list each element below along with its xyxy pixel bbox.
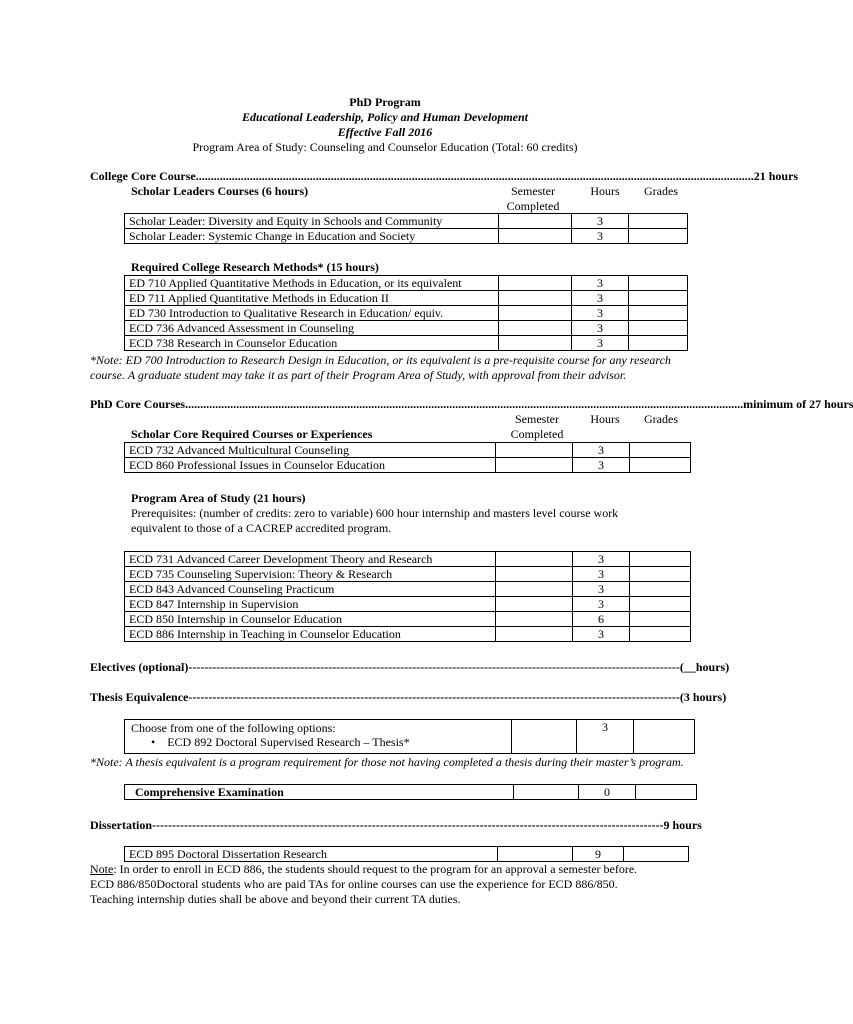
prereq-line1: Prerequisites: (number of credits: zero to variable) 600 hour internship and masters level course work <box>131 506 619 520</box>
bullet-icon: • <box>151 735 156 749</box>
grades-cell <box>629 276 688 291</box>
list-item <box>131 735 505 749</box>
hours-cell: 3 <box>572 321 629 336</box>
hours-cell: 3 <box>572 306 629 321</box>
doc-subtitle: Educational Leadership, Policy and Human Development <box>242 110 528 124</box>
hours-cell: 3 <box>573 582 630 597</box>
dissertation-note-line1 <box>90 862 637 877</box>
table-row <box>125 291 688 306</box>
col-hours: Hours <box>590 184 620 198</box>
thesis-option-intro: Choose from one of the following options: <box>131 721 336 735</box>
dissertation-line <box>90 818 702 833</box>
course-cell: Scholar Leader: Diversity and Equity in Schools and Community <box>125 214 499 229</box>
grades-cell <box>630 582 691 597</box>
course-cell: ECD 850 Internship in Counselor Education <box>125 612 496 627</box>
semester-cell <box>499 306 572 321</box>
hours-cell: 3 <box>573 552 630 567</box>
semester-cell <box>499 214 572 229</box>
comprehensive-table <box>124 784 697 800</box>
col-grades: Grades <box>644 412 678 426</box>
course-cell: ECD 886 Internship in Teaching in Counselor Education <box>125 627 496 642</box>
course-cell: ECD 738 Research in Counselor Education <box>125 336 499 351</box>
phd-core-label: PhD Core Courses <box>90 397 186 411</box>
course-cell: ECD 735 Counseling Supervision: Theory & Research <box>125 567 496 582</box>
doc-area: Program Area of Study: Counseling and Counselor Education (Total: 60 credits) <box>192 140 578 154</box>
hours-cell: 3 <box>572 229 629 244</box>
note-text: : In order to enroll in ECD 886, the students should request to the program for an approval a semester before. <box>113 862 638 876</box>
dissertation-label: Dissertation <box>90 818 152 832</box>
hours-cell: 3 <box>572 276 629 291</box>
table-row <box>125 627 691 642</box>
table-row <box>125 847 689 862</box>
grades-cell <box>630 458 691 473</box>
hours-cell: 3 <box>572 291 629 306</box>
table-row <box>125 582 691 597</box>
table-row <box>125 321 688 336</box>
course-cell: ECD 732 Advanced Multicultural Counseling <box>125 443 496 458</box>
semester-cell <box>499 229 572 244</box>
research-note-line2: course. A graduate student may take it as part of their Program Area of Study, with approval from their advisor. <box>90 368 627 382</box>
research-methods-heading: Required College Research Methods* (15 hours) <box>131 260 379 274</box>
grades-cell <box>630 612 691 627</box>
semester-cell <box>499 321 572 336</box>
table-row <box>125 276 688 291</box>
thesis-options-cell <box>125 720 512 754</box>
table-row <box>125 458 691 473</box>
grades-cell <box>624 847 689 862</box>
hours-cell: 3 <box>572 214 629 229</box>
phd-core-hours: minimum of 27 hours <box>743 397 853 411</box>
semester-cell <box>498 847 573 862</box>
college-core-hours: 21 hours <box>753 169 799 183</box>
hours-cell: 3 <box>572 336 629 351</box>
program-area-table <box>124 551 691 642</box>
course-cell: ED 730 Introduction to Qualitative Research in Education/ equiv. <box>125 306 499 321</box>
electives-label: Electives (optional) <box>90 660 189 674</box>
note-label: Note <box>90 862 114 876</box>
table-row <box>125 552 691 567</box>
table-row <box>125 597 691 612</box>
semester-cell <box>499 336 572 351</box>
grades-cell <box>630 567 691 582</box>
dash-leader: --------------------------------------------------------------------------------------------------------------------------- <box>188 690 680 704</box>
course-cell: ED 710 Applied Quantitative Methods in Education, or its equivalent <box>125 276 499 291</box>
table-row <box>125 443 691 458</box>
grades-cell <box>634 720 695 754</box>
dot-leader: .......................................................................................................................................................................................... <box>195 169 754 183</box>
electives-line <box>90 660 730 675</box>
grades-cell <box>629 321 688 336</box>
table-row <box>125 612 691 627</box>
semester-cell <box>496 627 573 642</box>
col-grades: Grades <box>644 184 678 198</box>
dissertation-note-line3: Teaching internship duties shall be above and beyond their current TA duties. <box>90 892 461 906</box>
dissertation-hours: 9 hours <box>663 818 702 832</box>
hours-cell: 9 <box>573 847 624 862</box>
hours-cell: 0 <box>579 785 636 800</box>
semester-cell <box>496 552 573 567</box>
phd-core-table <box>124 442 691 473</box>
col-completed: Completed <box>506 199 560 213</box>
thesis-label: Thesis Equivalence <box>90 690 189 704</box>
col-hours: Hours <box>590 412 620 426</box>
grades-cell <box>629 214 688 229</box>
research-note-line1: *Note: ED 700 Introduction to Research Design in Education, or its equivalent is a pre-requisite course for any research <box>90 353 671 367</box>
hours-cell: 3 <box>577 720 634 754</box>
thesis-hours: (3 hours) <box>679 690 727 704</box>
course-cell: ECD 847 Internship in Supervision <box>125 597 496 612</box>
course-cell: ECD 860 Professional Issues in Counselor Education <box>125 458 496 473</box>
col-semester: Semester <box>511 184 555 198</box>
semester-cell <box>499 291 572 306</box>
semester-cell <box>496 458 573 473</box>
grades-cell <box>630 552 691 567</box>
table-row <box>125 720 695 754</box>
scholar-core-heading: Scholar Core Required Courses or Experiences <box>131 427 373 441</box>
col-semester: Semester <box>515 412 559 426</box>
grades-cell <box>629 229 688 244</box>
thesis-option-item: ECD 892 Doctoral Supervised Research – Thesis* <box>167 735 410 749</box>
dissertation-note-line2: ECD 886/850Doctoral students who are paid TAs for online courses can use the experience for ECD 886/850. <box>90 877 618 891</box>
hours-cell: 6 <box>573 612 630 627</box>
grades-cell <box>630 443 691 458</box>
grades-cell <box>629 306 688 321</box>
thesis-options-table <box>124 719 695 754</box>
grades-cell <box>636 785 697 800</box>
thesis-note: *Note: A thesis equivalent is a program requirement for those not having completed a thesis during their master’s program. <box>90 755 684 769</box>
semester-cell <box>512 720 577 754</box>
table-row <box>125 214 688 229</box>
semester-cell <box>496 597 573 612</box>
hours-cell: 3 <box>573 627 630 642</box>
semester-cell <box>496 567 573 582</box>
course-cell: Scholar Leader: Systemic Change in Education and Society <box>125 229 499 244</box>
grades-cell <box>629 336 688 351</box>
prereq-line2: equivalent to those of a CACREP accredited program. <box>131 521 392 535</box>
course-cell: ED 711 Applied Quantitative Methods in Education II <box>125 291 499 306</box>
dash-leader: -------------------------------------------------------------------------------------------------------------------------------- <box>152 818 664 832</box>
phd-core-line <box>90 397 853 412</box>
table-row <box>125 567 691 582</box>
table-row <box>125 306 688 321</box>
dash-leader: --------------------------------------------------------------------------------------------------------------------------- <box>188 660 680 674</box>
comprehensive-label: Comprehensive Examination <box>125 785 514 800</box>
hours-cell: 3 <box>573 443 630 458</box>
program-area-heading: Program Area of Study (21 hours) <box>131 491 306 505</box>
hours-cell: 3 <box>573 567 630 582</box>
scholar-leaders-table <box>124 213 688 244</box>
grades-cell <box>630 597 691 612</box>
course-cell: ECD 895 Doctoral Dissertation Research <box>125 847 498 862</box>
grades-cell <box>629 291 688 306</box>
course-cell: ECD 736 Advanced Assessment in Counseling <box>125 321 499 336</box>
table-row <box>125 785 697 800</box>
semester-cell <box>496 612 573 627</box>
dissertation-table <box>124 846 689 862</box>
research-methods-table <box>124 275 688 351</box>
semester-cell <box>496 582 573 597</box>
college-core-line <box>90 169 799 184</box>
hours-cell: 3 <box>573 458 630 473</box>
semester-cell <box>496 443 573 458</box>
table-row <box>125 336 688 351</box>
table-row <box>125 229 688 244</box>
college-core-label: College Core Course <box>90 169 196 183</box>
semester-cell <box>514 785 579 800</box>
electives-hours: (__hours) <box>679 660 730 674</box>
course-cell: ECD 843 Advanced Counseling Practicum <box>125 582 496 597</box>
dot-leader: .......................................................................................................................................................................................... <box>185 397 744 411</box>
course-cell: ECD 731 Advanced Career Development Theory and Research <box>125 552 496 567</box>
semester-cell <box>499 276 572 291</box>
scholar-leaders-heading: Scholar Leaders Courses (6 hours) <box>131 184 309 198</box>
thesis-line <box>90 690 727 705</box>
doc-title: PhD Program <box>349 95 421 109</box>
col-completed: Completed <box>510 427 564 441</box>
hours-cell: 3 <box>573 597 630 612</box>
grades-cell <box>630 627 691 642</box>
doc-effective: Effective Fall 2016 <box>337 125 433 139</box>
